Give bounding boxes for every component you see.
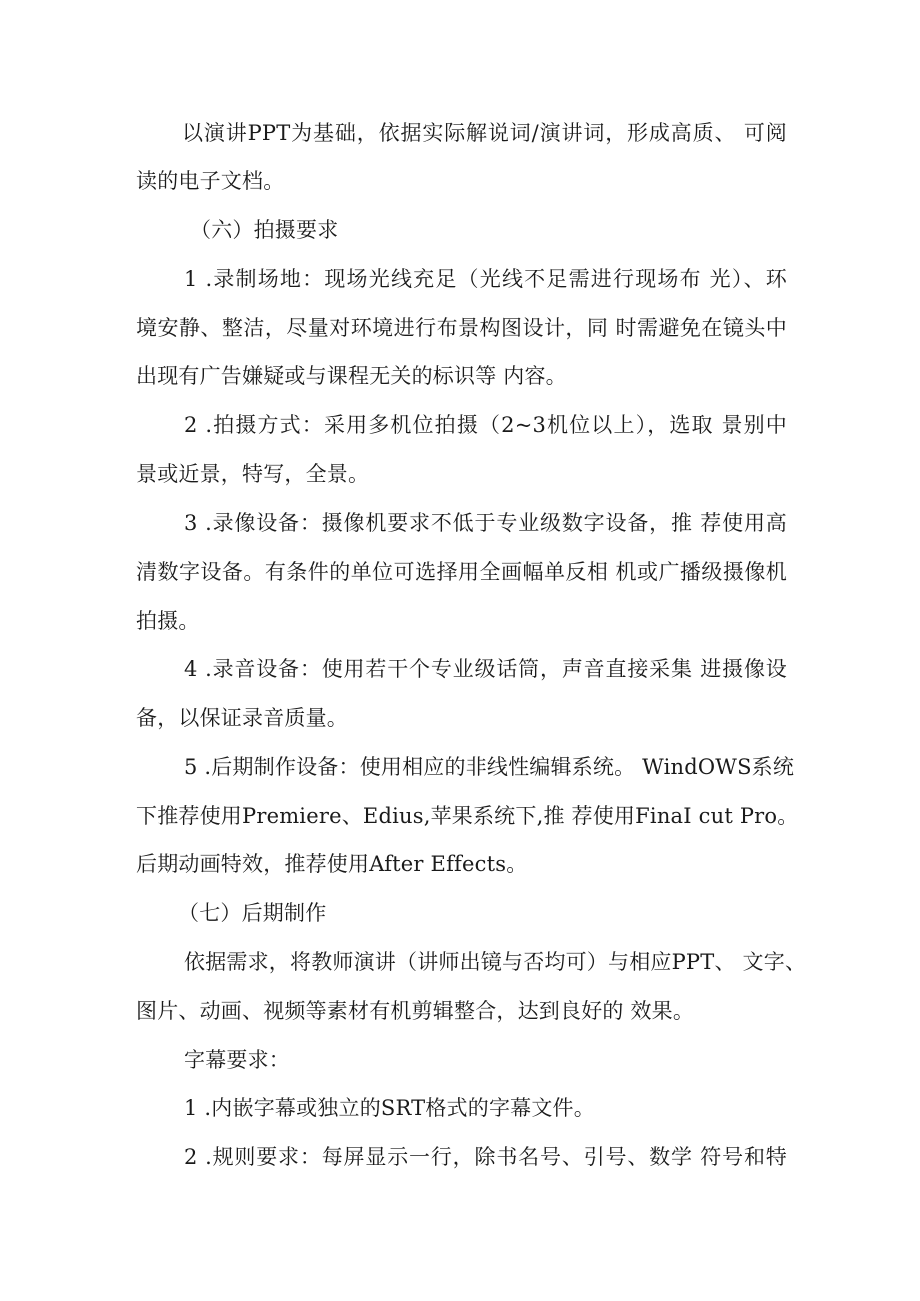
section-heading-shooting: （六）拍摄要求 (190, 218, 339, 242)
paragraph-line: 依据需求，将教师演讲（讲师出镜与否均可）与相应PPT、 文字、 (184, 950, 807, 974)
list-item-line: 拍摄。 (136, 609, 200, 633)
list-item-line: 1 .内嵌字幕或独立的SRT格式的字幕文件。 (184, 1096, 595, 1120)
paragraph-line: 图片、动画、视频等素材有机剪辑整合，达到良好的 效果。 (136, 999, 695, 1023)
list-item-line: 景或近景，特写，全景。 (136, 462, 370, 486)
list-item-line: 后期动画特效，推荐使用After Effects。 (136, 852, 528, 876)
list-item-line: 2 .拍摄方式：采用多机位拍摄（2~3机位以上），选取 景别中 (184, 413, 787, 437)
list-item-line: 备，以保证录音质量。 (136, 706, 348, 730)
list-item-line: 5 .后期制作设备：使用相应的非线性编辑系统。 WindOWS系统 (184, 755, 795, 779)
section-heading-post-production: （七）后期制作 (178, 901, 327, 925)
paragraph-line: 读的电子文档。 (136, 169, 285, 193)
list-item-line: 1 .录制场地：现场光线充足（光线不足需进行现场布 光）、环 (184, 267, 787, 291)
list-item-line: 清数字设备。有条件的单位可选择用全画幅单反相 机或广播级摄像机 (136, 560, 787, 584)
list-item-line: 下推荐使用Premiere、Edius,苹果系统下,推 荐使用FinaI cut Pro。 (136, 804, 799, 828)
list-item-line: 出现有广告嫌疑或与课程无关的标识等 内容。 (136, 364, 567, 388)
list-item-line: 2 .规则要求：每屏显示一行，除书名号、引号、数学 符号和特 (184, 1145, 787, 1169)
list-item-line: 3 .录像设备：摄像机要求不低于专业级数字设备，推 荐使用高 (184, 511, 787, 535)
paragraph-line: 以演讲PPT为基础，依据实际解说词/演讲词，形成高质、 可阅 (182, 121, 787, 145)
list-item-line: 境安静、整洁，尽量对环境进行布景构图设计，同 时需避免在镜头中 (136, 316, 787, 340)
subtitle-requirements-heading: 字幕要求： (184, 1048, 290, 1072)
list-item-line: 4 .录音设备：使用若干个专业级话筒，声音直接采集 进摄像设 (184, 657, 787, 681)
